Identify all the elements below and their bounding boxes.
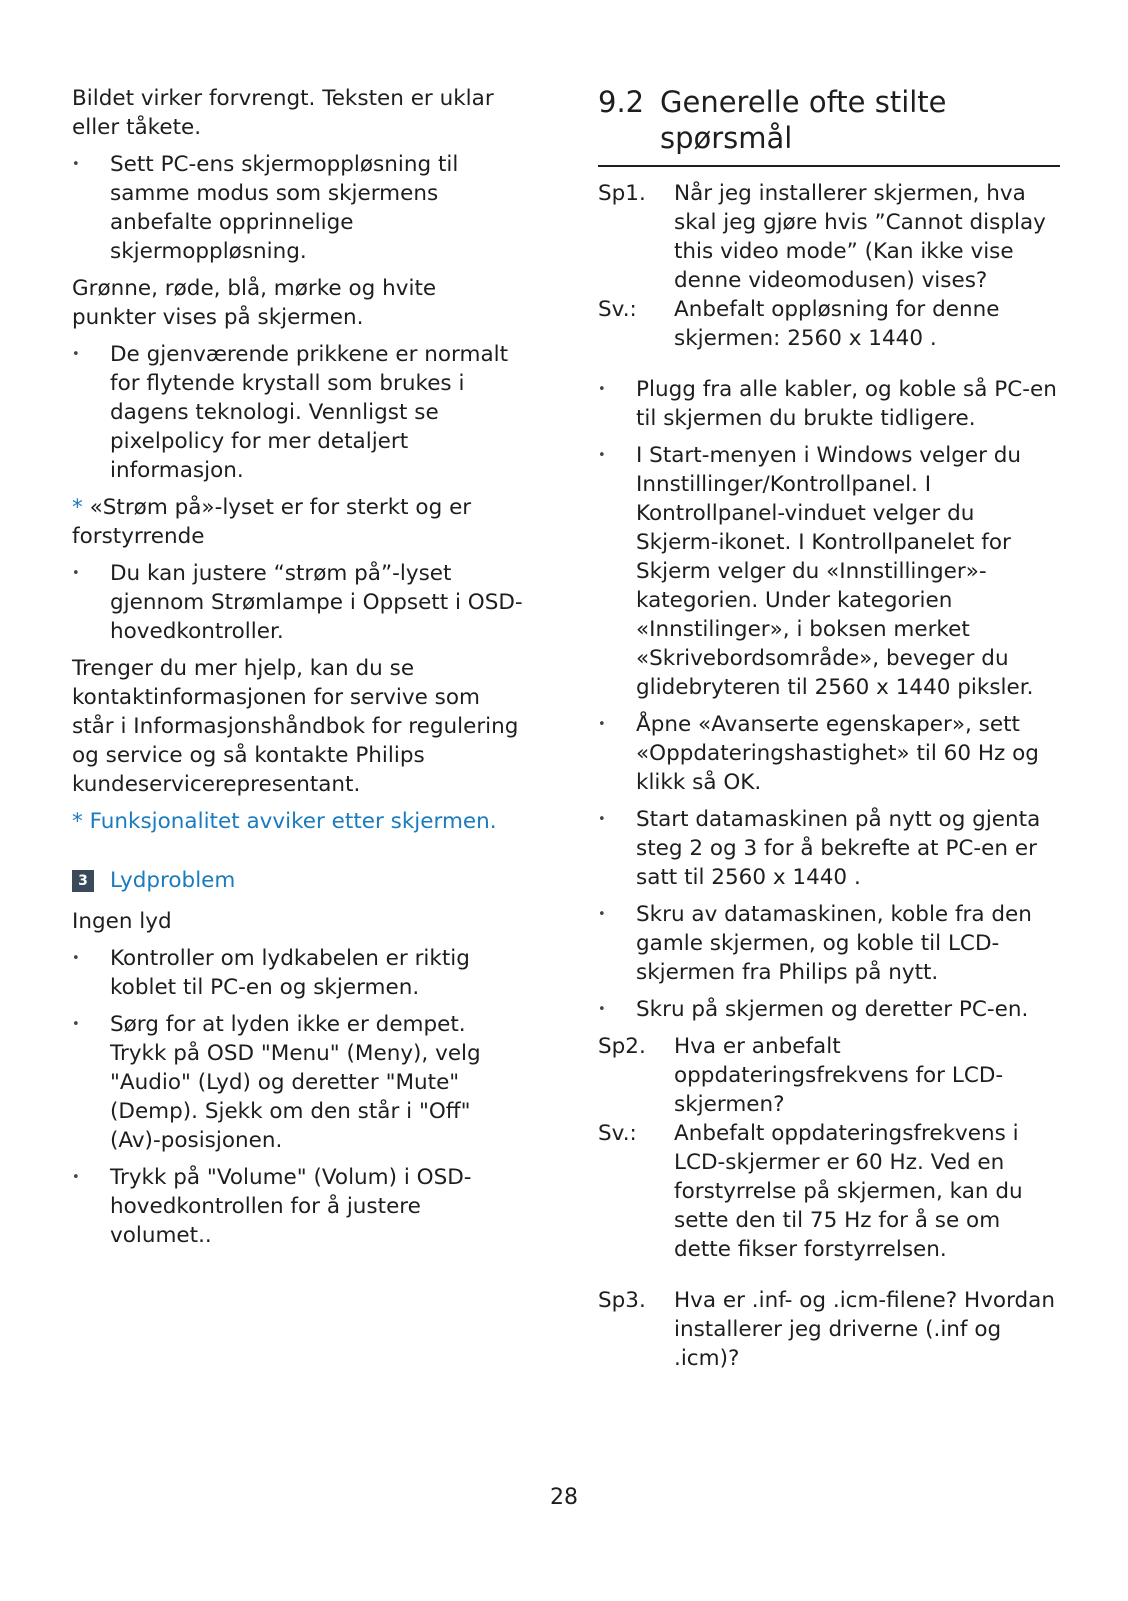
- heading-dots: Grønne, røde, blå, mørke og hvite punkter vises på skjermen.: [72, 276, 437, 330]
- list-item: • Start datamaskinen på nytt og gjenta steg 2 og 3 for å bekrefte at PC-en er satt til 2560 x 1440 .: [598, 805, 1060, 892]
- spacer: [598, 353, 1060, 367]
- heading-number: 9.2: [598, 85, 645, 119]
- heading-distorted: Bildet virker forvrengt. Teksten er uklar eller tåkete.: [72, 86, 494, 140]
- answer-label: Sv.:: [598, 1121, 637, 1146]
- left-column: [72, 84, 524, 1258]
- answer-1: [598, 295, 1060, 353]
- answer-2: [598, 1119, 1060, 1264]
- bullet-list: [72, 150, 524, 266]
- list-item: • I Start-menyen i Windows velger du Innstillinger/Kontrollpanel. I Kontrollpanel-vinduet velger du Skjerm-ikonet. I Kontrollpanelet for Skjerm velger du «Innstillinger»-kategorien. Under kategorien «Innstilinger», i boksen merket «Skrivebordsområde», beveger du glidebryteren til 2560 x 1440 piksler.: [598, 441, 1060, 702]
- list-item: • Sett PC-ens skjermoppløsning til samme modus som skjermens anbefalte opprinnelige skjermoppløsning.: [72, 150, 524, 266]
- question-text: Hva er anbefalt oppdateringsfrekvens for LCD-skjermen?: [674, 1034, 1004, 1117]
- right-column: [598, 84, 1060, 1373]
- note-text: «Strøm på»-lyset er for sterkt og er forstyrrende: [72, 495, 472, 549]
- list-item: • Åpne «Avanserte egenskaper», sett «Oppdateringshastighet» til 60 Hz og klikk så OK.: [598, 710, 1060, 797]
- section-number-badge: 3: [72, 870, 94, 892]
- section-heading: [598, 84, 1060, 167]
- list-item: • Kontroller om lydkabelen er riktig koblet til PC-en og skjermen.: [72, 944, 524, 1002]
- question-label: Sp1.: [598, 181, 646, 206]
- question-3: [598, 1286, 1060, 1373]
- page-number: 28: [550, 1485, 578, 1510]
- heading-title: Generelle ofte stilte spørsmål: [660, 85, 947, 155]
- bullet-list: [598, 375, 1060, 1024]
- question-1: [598, 179, 1060, 295]
- answer-text: Anbefalt oppdateringsfrekvens i LCD-skjermer er 60 Hz. Ved en forstyrrelse på skjermen, kan du sette den til 75 Hz for å se om dette fikser forstyrrelsen.: [674, 1121, 1023, 1262]
- list-item: • Skru på skjermen og deretter PC-en.: [598, 995, 1060, 1024]
- question-label: Sp3.: [598, 1288, 646, 1313]
- spacer: [598, 1264, 1060, 1286]
- section-title: Lydproblem: [110, 868, 236, 893]
- question-2: [598, 1032, 1060, 1119]
- note-star: *: [72, 495, 83, 520]
- list-item: • Plugg fra alle kabler, og koble så PC-en til skjermen du brukte tidligere.: [598, 375, 1060, 433]
- note-power-light: [72, 493, 524, 551]
- section-audio-heading: [72, 866, 524, 895]
- functionality-note: * Funksjonalitet avviker etter skjermen.: [72, 809, 497, 834]
- bullet-list: [72, 340, 524, 485]
- bullet-list: [72, 559, 524, 646]
- bullet-list: [72, 944, 524, 1250]
- question-text: Når jeg installerer skjermen, hva skal jeg gjøre hvis ”Cannot display this video mode” (Kan ikke vise denne videomodusen) vises?: [674, 181, 1046, 293]
- list-item: • De gjenværende prikkene er normalt for flytende krystall som brukes i dagens teknologi. Vennligst se pixelpolicy for mer detaljert informasjon.: [72, 340, 524, 485]
- help-paragraph: Trenger du mer hjelp, kan du se kontaktinformasjonen for servive som står i Informasjonshåndbok for regulering og service og så kontakte Philips kundeservicerepresentant.: [72, 656, 519, 797]
- list-item: • Sørg for at lyden ikke er dempet. Trykk på OSD "Menu" (Meny), velg "Audio" (Lyd) og deretter "Mute" (Demp). Sjekk om den står i "Off" (Av)-posisjonen.: [72, 1010, 524, 1155]
- list-item: • Skru av datamaskinen, koble fra den gamle skjermen, og koble til LCD-skjermen fra Philips på nytt.: [598, 900, 1060, 987]
- list-item: • Du kan justere “strøm på”-lyset gjennom Strømlampe i Oppsett i OSD-hovedkontroller.: [72, 559, 524, 646]
- heading-no-sound: Ingen lyd: [72, 909, 172, 934]
- question-label: Sp2.: [598, 1034, 646, 1059]
- question-text: Hva er .inf- og .icm-filene? Hvordan installerer jeg driverne (.inf og .icm)?: [674, 1288, 1055, 1371]
- answer-text: Anbefalt oppløsning for denne skjermen: 2560 x 1440 .: [674, 297, 1000, 351]
- list-item: • Trykk på "Volume" (Volum) i OSD-hovedkontrollen for å justere volumet..: [72, 1163, 524, 1250]
- answer-label: Sv.:: [598, 297, 637, 322]
